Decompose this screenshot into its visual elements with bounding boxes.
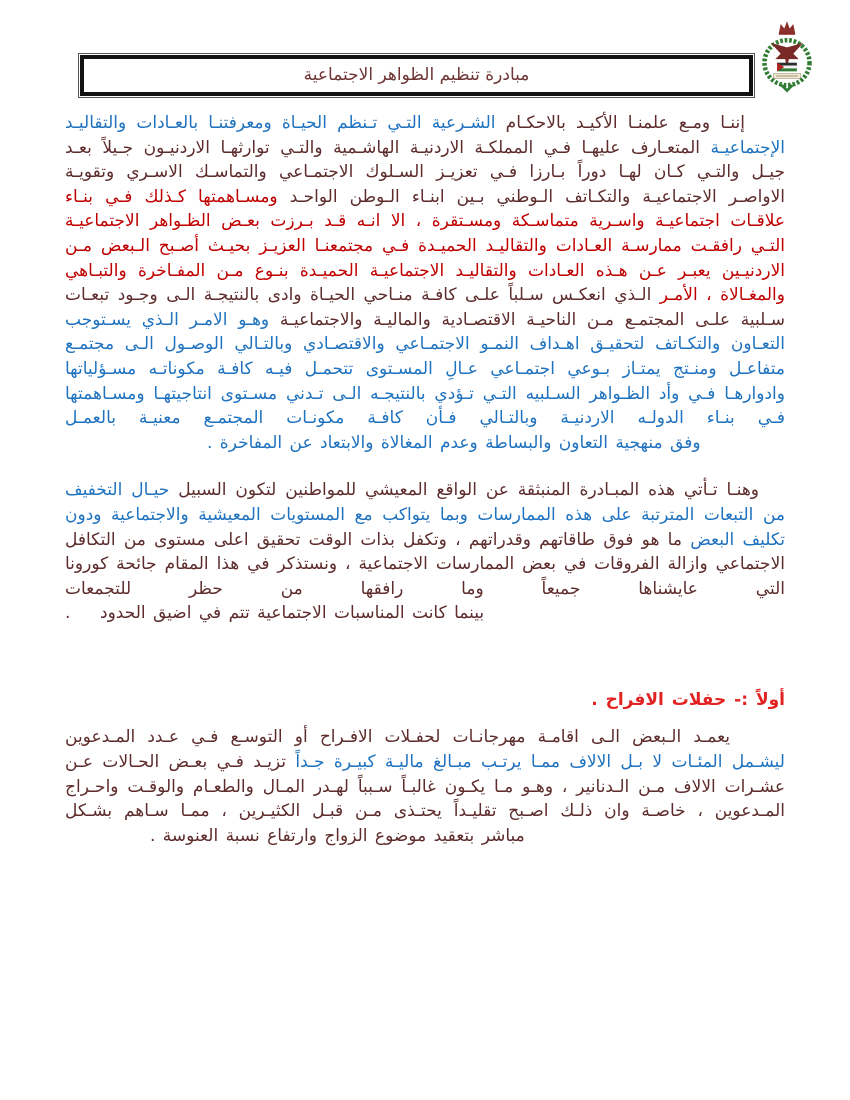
text-span: المتعـارف عليهـا فـي المملكـة الاردنيـة الهاشـمية والتـي توارثهـا الاردنيـون جـيلاً بعـد جيـل والتـي كـان لهـا دوراً بـارزا فـي تعزيـز السـلوك الاجتمـاعي والتماسـك الاسـري وتقويـة الاواصـر الاجتماعيـة والتكـاتف الـوطني بـين ابنـاء الـوطن الواحـد (65, 137, 785, 207)
heading-text: . (591, 689, 606, 710)
text-span: ليشـمل المئـات لا بـل الالاف ممـا يرتـب مبـالغ ماليـة كبيـرة جـداً (286, 752, 785, 773)
paragraph-weddings (65, 725, 785, 823)
text-span: ومسـاهمتها كـذلك فـي بنـاء علاقـات اجتماعيـة واسـرية متماسـكة ومسـتقرة ، الا انـه قـد بـرزت بعـض الظـواهر الاجتماعيـة التـي رافقـت ممارسـة العـادات والتقاليـد الحميـدة فـي مجتمعنـا العزيـز بحيـث أصـبح الـبعض مـن الاردنيـين يعبـر عـن هـذه العـادات والتقاليـد الاجتماعيـة الحميـدة بنـوع مـن المفـاخرة والتبـاهي والمغـالاة ، الأمـر (65, 186, 785, 306)
paragraph-weddings-last-line: مباشر بتعقيد موضوع الزواج وارتفاع نسبة العنوسة . (150, 825, 525, 846)
text-span: إننـا ومـع علمنـا الأكيـد بالاحكـام (495, 113, 745, 133)
text-span: يعمـد الـبعض الـى اقامـة مهرجانـات لحفـلات الافـراح أو التوسـع فـي عـدد المـدعوين (65, 727, 730, 748)
paragraph-initiative-last-line: بينما كانت المناسبات الاجتماعية تتم في اضيق الحدود . (65, 603, 485, 624)
title-box (80, 55, 753, 96)
text-span: ما هو فوق طاقاتهم وقدراتهم ، وتكفل بذات الوقت تحقيق اعلى مستوى من التكافل الاجتماعي وازالة الفروقات في بعض الممارسات الاجتماعية ، ونستذكر في هذا المقام جائحة كورونا التي عايشناها جميعاً وما رافقها من حظر للتجمعات (65, 529, 785, 599)
text-span: تزيـد فـي بعـض الحـالات عـن عشـرات الالاف مـن الـدنانير ، وهـو مـا يكـون غالبـاً سـبباً لهـدر المـال والطعـام والوقـت واحـراج المـدعوين ، خاصـة وان ذلـك اصـبح تقليـداً يحتـذى مـن قبـل الكثيـرين ، ممـا سـاهم بشـكل (65, 752, 785, 822)
page-title: مبادرة تنظيم الظواهر الاجتماعية (303, 65, 530, 85)
jordan-emblem-logo (760, 20, 814, 100)
paragraph-intro (65, 111, 785, 431)
text-span: وهنـا تـأتي هذه المبـادرة المنبثقة عن الواقع المعيشي للمواطنين لتكون السبيل (169, 480, 760, 501)
title-frame (78, 53, 755, 98)
paragraph-initiative (65, 478, 785, 601)
banner-icon (774, 74, 801, 79)
text-span: وهـو الامـر الـذي يسـتوجب التعـاون والتكـاتف لتحقيـق اهـداف النمـو الاجتمـاعي والاقتصـادي وبالتـالي الوصـول الـى مجتمـع متفاعـل ومنـتج يمتـاز بـوعي اجتمـاعي عـالِ المسـتوى تتحمـل فيـه كافـة مكوناتـه مسـؤلياتها وادوارهـا فـي وأد الظـواهر السـلبيه التـي تـؤدي بالنتيجـه الـى تـدني مسـتوى انتاجيتهـا ومسـاهمتها فـي بنـاء الدولـه الاردنيـة وبالتـالي فـأن كافـة مكونـات المجتمـع معنيـة بالعمـل (65, 309, 785, 429)
document-body (65, 111, 785, 848)
text-span: الـذي انعكـس سـلباً علـى كافـة منـاحي الحيـاة وادى بالنتيجـة الـى وجـود تبعـات سـلبية علـى المجتمـع مـن الناحيـة الاقتصـادية والماليـة والاجتماعيـة (65, 285, 786, 330)
text-span: الشـرعية التـي تـنظم الحيـاة ومعرفتنـا بالعـادات والتقاليـد الإجتماعيـة (65, 113, 785, 158)
heading-text: أولاً :- (726, 689, 785, 710)
flag-icon (777, 63, 797, 72)
text-span: حيـال التخفيف من التبعات المترتبة على هذه الممارسات وبما يتواكب مع المستويات المعيشية والاجتماعية ودون تكليف البعض (65, 480, 785, 550)
heading-weddings (65, 688, 785, 713)
crown-icon (779, 21, 795, 35)
heading-text: حفلات الافراح (605, 689, 727, 710)
paragraph-intro-last-line: وفق منهجية التعاون والبساطة وعدم المغالاة والابتعاد عن المفاخرة . (207, 432, 701, 453)
